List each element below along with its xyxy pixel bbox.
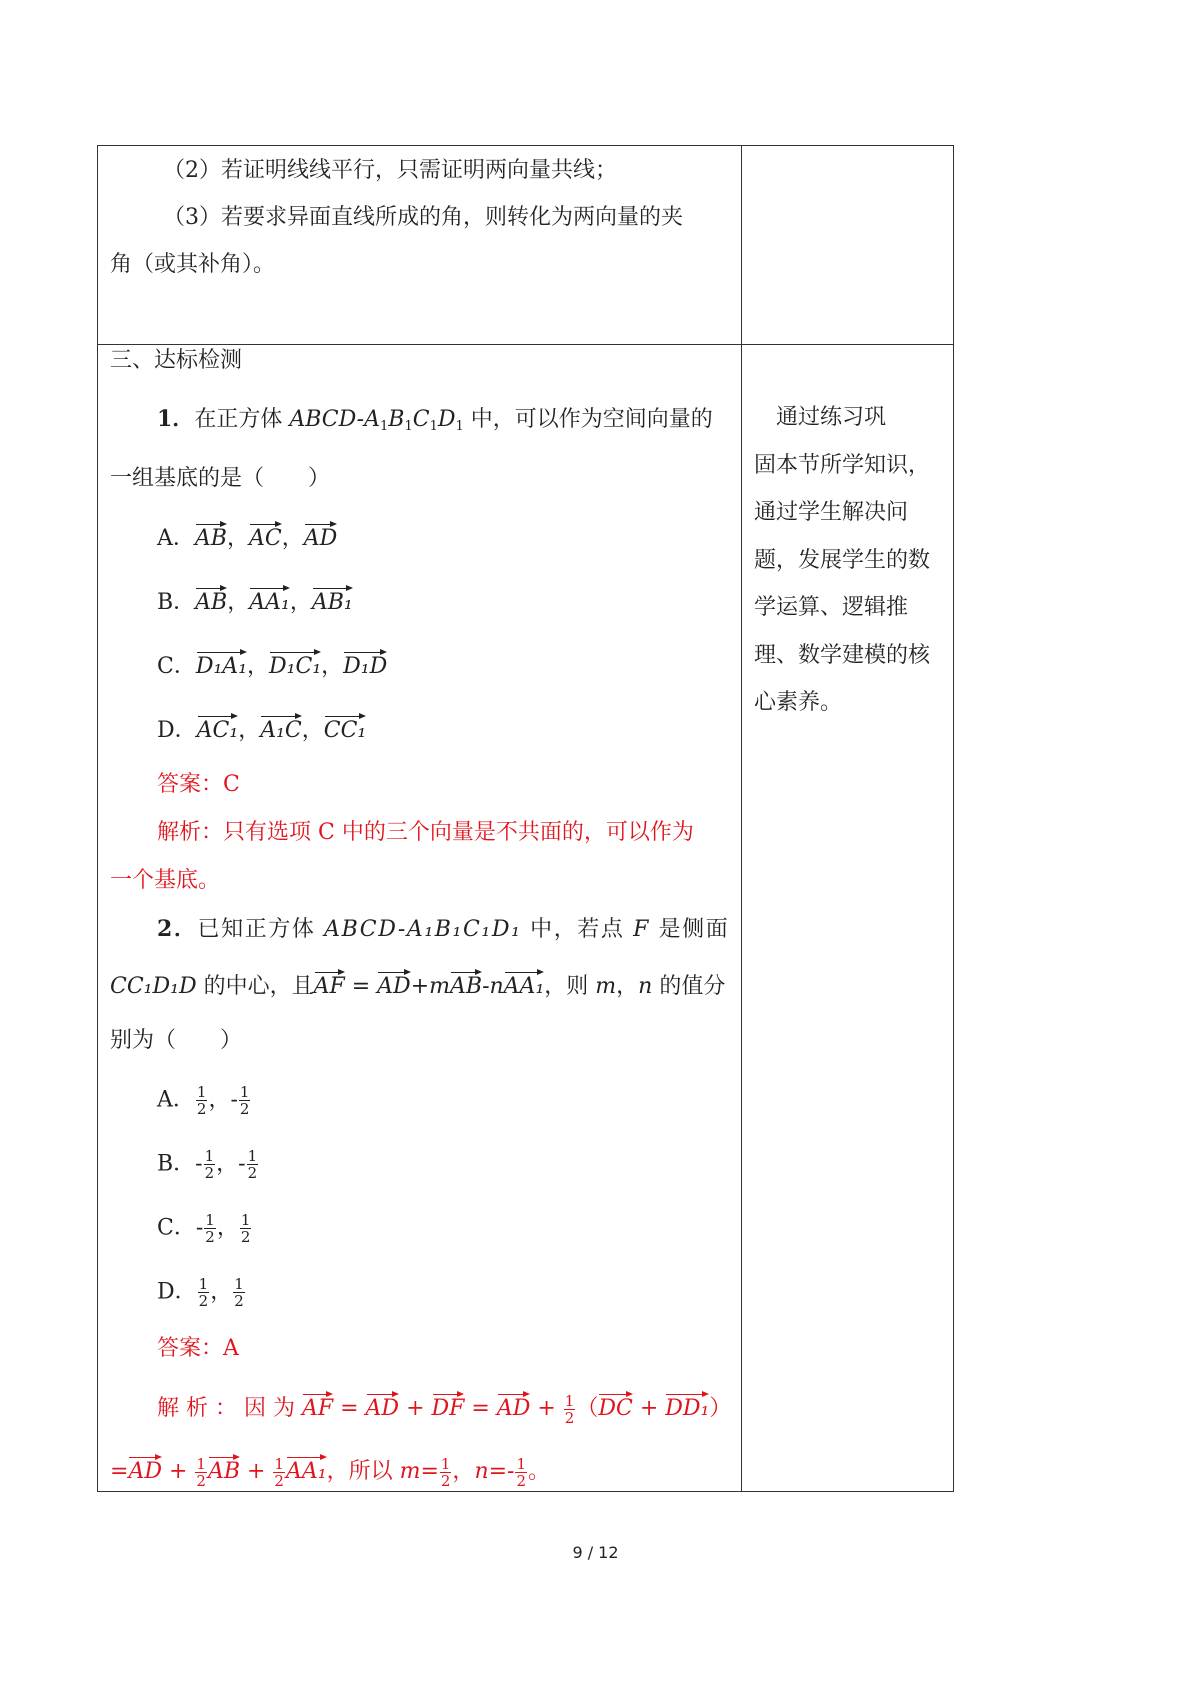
top-line-2: （2）若证明线线平行，只需证明两向量共线； — [163, 158, 617, 183]
q2-stem-line2: CC₁D₁D 的中心，且AF = AD+mAB-nAA₁，则 m，n 的值分 — [110, 970, 725, 1002]
q1-option-d: D．AC₁，A₁C，CC₁ — [157, 714, 366, 746]
note-line: 心素养。 — [754, 690, 843, 715]
note-line: 题，发展学生的数 — [754, 547, 931, 573]
q2-option-c: C．- $\frac{1}{2}$ ， $\frac{1}{2}$ — [157, 1211, 251, 1246]
q2-stem: 2．已知正方体 ABCD-A₁B₁C₁D₁ 中，若点 F 是侧面 — [157, 916, 730, 942]
q1-analysis-line2: 一个基底。 — [110, 868, 221, 893]
q1-option-b: B．AB，AA₁，AB₁ — [157, 586, 353, 618]
q2-analysis: 解 析 ： 因 为 AF = AD + DF = AD + $\frac{1}{2}$ （DC + DD₁） — [157, 1391, 732, 1427]
q1-analysis: 解析：只有选项 C 中的三个向量是不共面的，可以作为 — [157, 820, 694, 845]
note-line: 学运算、逻辑推 — [754, 595, 909, 620]
q2-answer: 答案：A — [157, 1336, 239, 1361]
right-column-notes — [754, 394, 930, 727]
q1-option-a: A．AB，AC，AD — [157, 522, 337, 554]
note-line: 通过练习巩 — [754, 405, 887, 430]
q1-answer: 答案：C — [157, 772, 240, 797]
q1-option-c: C．D₁A₁，D₁C₁，D₁D — [157, 650, 387, 682]
q2-stem-line3: 别为（ ） — [110, 1028, 243, 1053]
q2-option-a: A． $\frac{1}{2}$ ，- $\frac{1}{2}$ — [157, 1083, 250, 1118]
q2-option-b: B．- $\frac{1}{2}$ ，- $\frac{1}{2}$ — [157, 1147, 258, 1182]
page-number: 9 / 12 — [572, 1543, 619, 1562]
section-title: 三、达标检测 — [110, 348, 243, 373]
row-divider — [98, 344, 953, 345]
note-line: 通过学生解决问 — [754, 500, 909, 525]
q2-option-d: D． $\frac{1}{2}$ ， $\frac{1}{2}$ — [157, 1275, 244, 1310]
note-line: 固本节所学知识， — [754, 452, 931, 478]
top-line-3b: 角（或其补角）。 — [110, 252, 276, 277]
q1-stem: 1．在正方体 ABCD-$A_1B_1C_1D_1$ 中，可以作为空间向量的 — [157, 406, 713, 434]
column-divider — [741, 146, 742, 1491]
q1-stem-line2: 一组基底的是（ ） — [110, 466, 331, 491]
q2-analysis-line2: =AD + $\frac{1}{2}$ AB + $\frac{1}{2}$ AA₁，所以 m= $\frac{1}{2}$ ，n=- $\frac{1}{2}$ 。 — [110, 1454, 551, 1490]
top-line-3a: （3）若要求异面直线所成的角，则转化为两向量的夹 — [163, 205, 683, 230]
note-line: 理、数学建模的核 — [754, 642, 931, 668]
